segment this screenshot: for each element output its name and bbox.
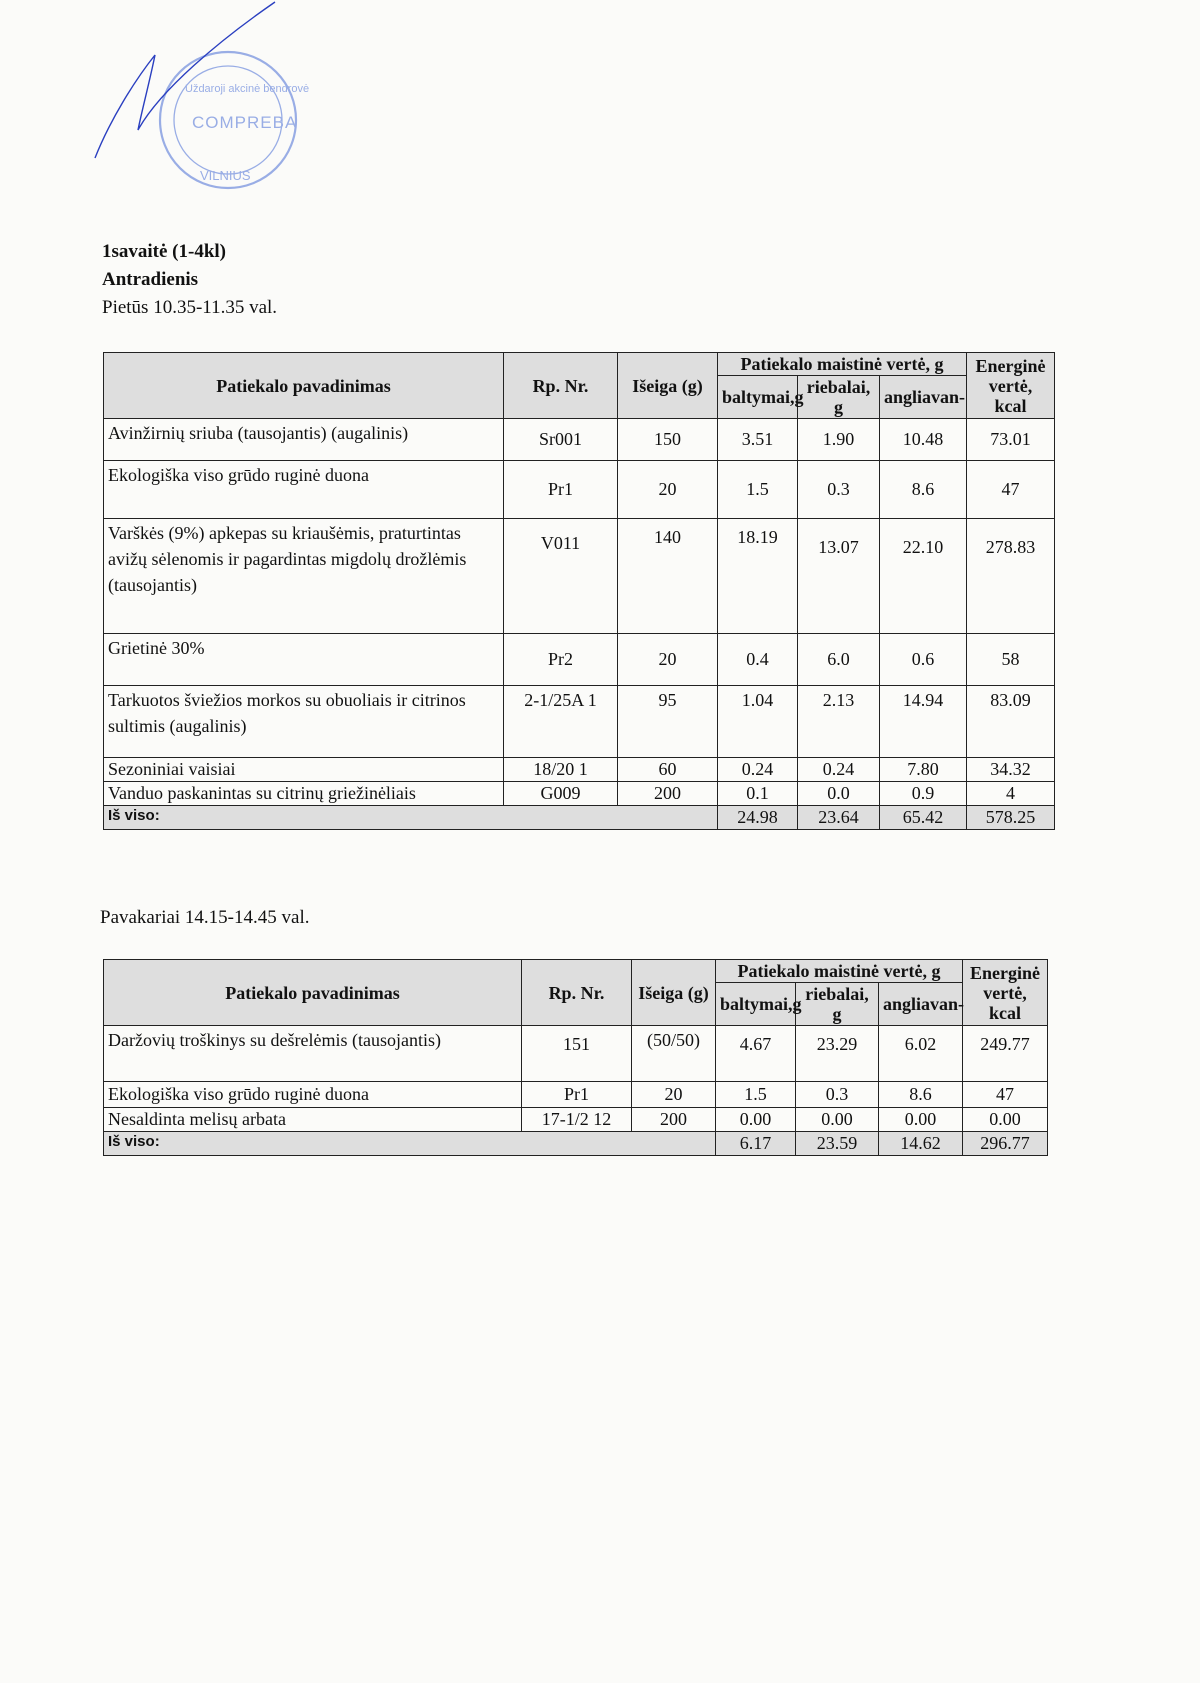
yield: (50/50): [632, 1026, 716, 1082]
dish-name: Sezoniniai vaisiai: [104, 758, 504, 782]
yield: 95: [618, 686, 718, 758]
energy: 73.01: [967, 419, 1055, 461]
yield: 20: [632, 1082, 716, 1108]
dish-name: Nesaldinta melisų arbata: [104, 1108, 522, 1132]
total-carbs: 65.42: [880, 806, 967, 830]
total-energy: 578.25: [967, 806, 1055, 830]
total-row: [104, 1132, 1048, 1156]
day-title: Antradienis: [102, 269, 199, 290]
table-row: [104, 634, 1055, 686]
yield: 150: [618, 419, 718, 461]
col-carbs: angliavan-: [880, 376, 967, 419]
total-label: Iš viso:: [104, 806, 718, 830]
total-label: Iš viso:: [104, 1132, 716, 1156]
lunch-table: [103, 352, 1055, 830]
dish-name: Varškės (9%) apkepas su kriaušėmis, praturtintas avižų sėlenomis ir pagardintas migdolų drožlėmis (tausojantis): [104, 519, 504, 634]
energy: 47: [963, 1082, 1048, 1108]
energy: 0.00: [963, 1108, 1048, 1132]
fat: 23.29: [796, 1026, 879, 1082]
dish-name: Daržovių troškinys su dešrelėmis (tausojantis): [104, 1026, 522, 1082]
dish-name: Ekologiška viso grūdo ruginė duona: [104, 461, 504, 519]
protein: 0.1: [718, 782, 798, 806]
carbs: 0.6: [880, 634, 967, 686]
table-row: [104, 782, 1055, 806]
protein: 3.51: [718, 419, 798, 461]
rp-number: Sr001: [504, 419, 618, 461]
protein: 0.24: [718, 758, 798, 782]
dish-name: Tarkuotos šviežios morkos su obuoliais ir citrinos sultimis (augalinis): [104, 686, 504, 758]
fat: 13.07: [798, 519, 880, 634]
rp-number: 2-1/25A 1: [504, 686, 618, 758]
rp-number: 18/20 1: [504, 758, 618, 782]
col-energy: Energinė vertė, kcal: [963, 960, 1048, 1026]
carbs: 0.00: [879, 1108, 963, 1132]
total-fat: 23.64: [798, 806, 880, 830]
yield: 200: [632, 1108, 716, 1132]
col-fat: riebalai, g: [798, 376, 880, 419]
fat: 0.0: [798, 782, 880, 806]
yield: 20: [618, 634, 718, 686]
yield: 60: [618, 758, 718, 782]
protein: 18.19: [718, 519, 798, 634]
lunch-time: Pietūs 10.35-11.35 val.: [102, 297, 278, 318]
company-stamp: [80, 0, 340, 230]
fat: 0.24: [798, 758, 880, 782]
energy: 4: [967, 782, 1055, 806]
protein: 0.4: [718, 634, 798, 686]
col-energy: Energinė vertė, kcal: [967, 353, 1055, 419]
col-yield: Išeiga (g): [632, 960, 716, 1026]
total-energy: 296.77: [963, 1132, 1048, 1156]
carbs: 14.94: [880, 686, 967, 758]
carbs: 6.02: [879, 1026, 963, 1082]
table-row: [104, 1026, 1048, 1082]
fat: 0.3: [798, 461, 880, 519]
col-name: Patiekalo pavadinimas: [104, 960, 522, 1026]
col-yield: Išeiga (g): [618, 353, 718, 419]
dish-name: Grietinė 30%: [104, 634, 504, 686]
week-title: 1savaitė (1-4kl): [102, 241, 227, 262]
total-carbs: 14.62: [879, 1132, 963, 1156]
col-carbs: angliavan-: [879, 983, 963, 1026]
carbs: 10.48: [880, 419, 967, 461]
signature: [95, 2, 275, 158]
fat: 6.0: [798, 634, 880, 686]
dish-name: Vanduo paskanintas su citrinų griežinėliais: [104, 782, 504, 806]
energy: 34.32: [967, 758, 1055, 782]
carbs: 22.10: [880, 519, 967, 634]
rp-number: Pr1: [522, 1082, 632, 1108]
dish-name: Avinžirnių sriuba (tausojantis) (augalinis): [104, 419, 504, 461]
carbs: 0.9: [880, 782, 967, 806]
protein: 0.00: [716, 1108, 796, 1132]
stamp-bottom-text: VILNIUS: [200, 168, 251, 183]
snack-table: [103, 959, 1048, 1156]
stamp-inner-text: Uždaroji akcinė bendrovė: [185, 83, 310, 95]
rp-number: Pr2: [504, 634, 618, 686]
rp-number: Pr1: [504, 461, 618, 519]
protein: 1.5: [718, 461, 798, 519]
total-protein: 6.17: [716, 1132, 796, 1156]
stamp-center-text: COMPREBA: [192, 113, 298, 132]
col-protein: baltymai,g: [716, 983, 796, 1026]
dish-name: Ekologiška viso grūdo ruginė duona: [104, 1082, 522, 1108]
fat: 1.90: [798, 419, 880, 461]
yield: 20: [618, 461, 718, 519]
col-fat: riebalai, g: [796, 983, 879, 1026]
energy: 249.77: [963, 1026, 1048, 1082]
energy: 83.09: [967, 686, 1055, 758]
energy: 47: [967, 461, 1055, 519]
protein: 4.67: [716, 1026, 796, 1082]
table-row: [104, 419, 1055, 461]
fat: 0.00: [796, 1108, 879, 1132]
energy: 58: [967, 634, 1055, 686]
col-nutrition: Patiekalo maistinė vertė, g: [716, 960, 963, 983]
rp-number: V011: [504, 519, 618, 634]
rp-number: G009: [504, 782, 618, 806]
col-nutrition: Patiekalo maistinė vertė, g: [718, 353, 967, 376]
rp-number: 151: [522, 1026, 632, 1082]
energy: 278.83: [967, 519, 1055, 634]
col-protein: baltymai,g: [718, 376, 798, 419]
table-row: [104, 686, 1055, 758]
total-row: [104, 806, 1055, 830]
yield: 140: [618, 519, 718, 634]
snack-time: Pavakariai 14.15-14.45 val.: [100, 907, 310, 928]
total-fat: 23.59: [796, 1132, 879, 1156]
fat: 2.13: [798, 686, 880, 758]
table-row: [104, 1108, 1048, 1132]
col-name: Patiekalo pavadinimas: [104, 353, 504, 419]
protein: 1.04: [718, 686, 798, 758]
rp-number: 17-1/2 12: [522, 1108, 632, 1132]
yield: 200: [618, 782, 718, 806]
table-row: [104, 758, 1055, 782]
table-row: [104, 461, 1055, 519]
table-row: [104, 1082, 1048, 1108]
col-rp: Rp. Nr.: [522, 960, 632, 1026]
protein: 1.5: [716, 1082, 796, 1108]
carbs: 7.80: [880, 758, 967, 782]
carbs: 8.6: [880, 461, 967, 519]
col-rp: Rp. Nr.: [504, 353, 618, 419]
carbs: 8.6: [879, 1082, 963, 1108]
fat: 0.3: [796, 1082, 879, 1108]
total-protein: 24.98: [718, 806, 798, 830]
table-row: [104, 519, 1055, 634]
